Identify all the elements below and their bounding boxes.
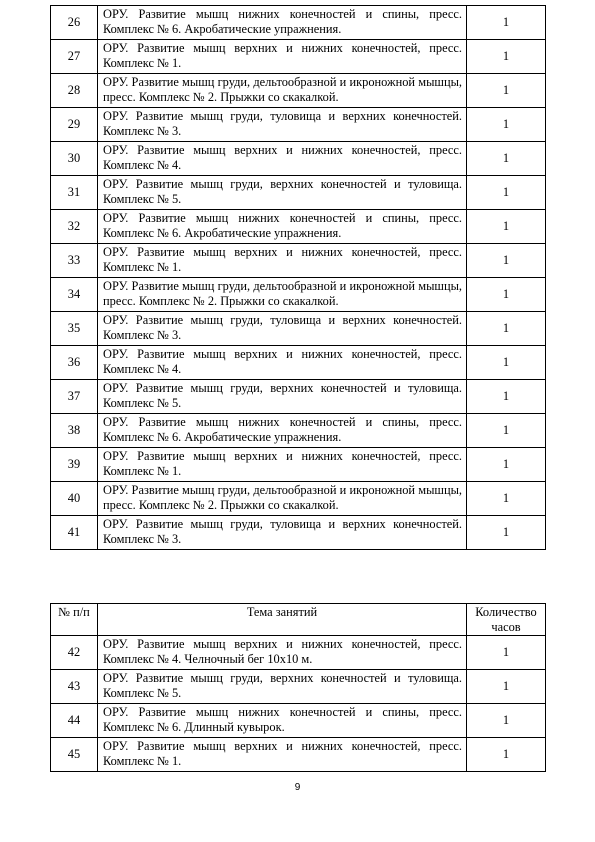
table-row <box>51 346 546 380</box>
table-row <box>51 278 546 312</box>
lesson-hours: 1 <box>467 516 546 550</box>
lesson-hours: 1 <box>467 244 546 278</box>
lesson-topic: ОРУ. Развитие мышц верхних и нижних конечностей, пресс. Комплекс № 4. <box>98 346 467 380</box>
lesson-topic: ОРУ. Развитие мышц верхних и нижних конечностей, пресс. Комплекс № 4. Челночный бег 10х10 м. <box>98 636 467 670</box>
row-number: 43 <box>51 670 98 704</box>
lesson-hours: 1 <box>467 6 546 40</box>
row-number: 34 <box>51 278 98 312</box>
row-number: 30 <box>51 142 98 176</box>
lesson-hours: 1 <box>467 704 546 738</box>
row-number: 42 <box>51 636 98 670</box>
lesson-topic: ОРУ. Развитие мышц верхних и нижних конечностей, пресс. Комплекс № 1. <box>98 448 467 482</box>
lesson-hours: 1 <box>467 40 546 74</box>
table-row <box>51 74 546 108</box>
table-row <box>51 108 546 142</box>
row-number: 37 <box>51 380 98 414</box>
lesson-topic: ОРУ. Развитие мышц верхних и нижних конечностей, пресс. Комплекс № 4. <box>98 142 467 176</box>
table-row <box>51 516 546 550</box>
table-row <box>51 312 546 346</box>
lesson-hours: 1 <box>467 380 546 414</box>
lesson-topic: ОРУ. Развитие мышц груди, дельтообразной и икроножной мышцы, пресс. Комплекс № 2. Прыжки со скакалкой. <box>98 74 467 108</box>
lesson-hours: 1 <box>467 142 546 176</box>
row-number: 41 <box>51 516 98 550</box>
lesson-table-continued <box>50 5 546 550</box>
header-row <box>51 604 546 636</box>
row-number: 29 <box>51 108 98 142</box>
table-row <box>51 142 546 176</box>
row-number: 33 <box>51 244 98 278</box>
row-number: 38 <box>51 414 98 448</box>
table-row <box>51 704 546 738</box>
table-row <box>51 738 546 772</box>
header-number: № п/п <box>51 604 98 636</box>
table-row <box>51 448 546 482</box>
lesson-hours: 1 <box>467 108 546 142</box>
lesson-hours: 1 <box>467 176 546 210</box>
lesson-topic: ОРУ. Развитие мышц верхних и нижних конечностей, пресс. Комплекс № 1. <box>98 738 467 772</box>
table-row <box>51 210 546 244</box>
lesson-topic: ОРУ. Развитие мышц груди, верхних конечностей и туловища. Комплекс № 5. <box>98 670 467 704</box>
lesson-topic: ОРУ. Развитие мышц груди, дельтообразной и икроножной мышцы, пресс. Комплекс № 2. Прыжки со скакалкой. <box>98 278 467 312</box>
lesson-topic: ОРУ. Развитие мышц груди, туловища и верхних конечностей. Комплекс № 3. <box>98 516 467 550</box>
lesson-hours: 1 <box>467 448 546 482</box>
table-row <box>51 414 546 448</box>
lesson-hours: 1 <box>467 346 546 380</box>
lesson-hours: 1 <box>467 738 546 772</box>
row-number: 32 <box>51 210 98 244</box>
lesson-topic: ОРУ. Развитие мышц груди, верхних конечностей и туловища. Комплекс № 5. <box>98 380 467 414</box>
lesson-topic: ОРУ. Развитие мышц нижних конечностей и спины, пресс. Комплекс № 6. Акробатические упражнения. <box>98 414 467 448</box>
header-hours: Количество часов <box>467 604 546 636</box>
header-topic: Тема занятий <box>98 604 467 636</box>
lesson-topic: ОРУ. Развитие мышц нижних конечностей и спины, пресс. Комплекс № 6. Длинный кувырок. <box>98 704 467 738</box>
table-row <box>51 176 546 210</box>
page-number: 9 <box>294 782 301 793</box>
lesson-hours: 1 <box>467 312 546 346</box>
row-number: 44 <box>51 704 98 738</box>
lesson-topic: ОРУ. Развитие мышц груди, верхних конечностей и туловища. Комплекс № 5. <box>98 176 467 210</box>
lesson-topic: ОРУ. Развитие мышц нижних конечностей и спины, пресс. Комплекс № 6. Акробатические упражнения. <box>98 210 467 244</box>
row-number: 45 <box>51 738 98 772</box>
row-number: 27 <box>51 40 98 74</box>
table-row <box>51 380 546 414</box>
lesson-hours: 1 <box>467 210 546 244</box>
lesson-topic: ОРУ. Развитие мышц нижних конечностей и спины, пресс. Комплекс № 6. Акробатические упражнения. <box>98 6 467 40</box>
lesson-hours: 1 <box>467 482 546 516</box>
lesson-table-body <box>51 6 546 550</box>
lesson-table-body <box>51 636 546 772</box>
lesson-table-header <box>51 604 546 636</box>
row-number: 36 <box>51 346 98 380</box>
row-number: 35 <box>51 312 98 346</box>
lesson-topic: ОРУ. Развитие мышц груди, туловища и верхних конечностей. Комплекс № 3. <box>98 312 467 346</box>
lesson-topic: ОРУ. Развитие мышц груди, дельтообразной и икроножной мышцы, пресс. Комплекс № 2. Прыжки со скакалкой. <box>98 482 467 516</box>
row-number: 39 <box>51 448 98 482</box>
lesson-topic: ОРУ. Развитие мышц верхних и нижних конечностей, пресс. Комплекс № 1. <box>98 244 467 278</box>
lesson-topic: ОРУ. Развитие мышц груди, туловища и верхних конечностей. Комплекс № 3. <box>98 108 467 142</box>
lesson-hours: 1 <box>467 278 546 312</box>
lesson-hours: 1 <box>467 636 546 670</box>
lesson-hours: 1 <box>467 74 546 108</box>
lesson-topic: ОРУ. Развитие мышц верхних и нижних конечностей, пресс. Комплекс № 1. <box>98 40 467 74</box>
table-row <box>51 670 546 704</box>
row-number: 28 <box>51 74 98 108</box>
lesson-hours: 1 <box>467 414 546 448</box>
table-row <box>51 482 546 516</box>
row-number: 31 <box>51 176 98 210</box>
table-row <box>51 6 546 40</box>
table-row <box>51 636 546 670</box>
row-number: 26 <box>51 6 98 40</box>
table-row <box>51 40 546 74</box>
table-row <box>51 244 546 278</box>
lesson-hours: 1 <box>467 670 546 704</box>
row-number: 40 <box>51 482 98 516</box>
lesson-table <box>50 603 546 772</box>
